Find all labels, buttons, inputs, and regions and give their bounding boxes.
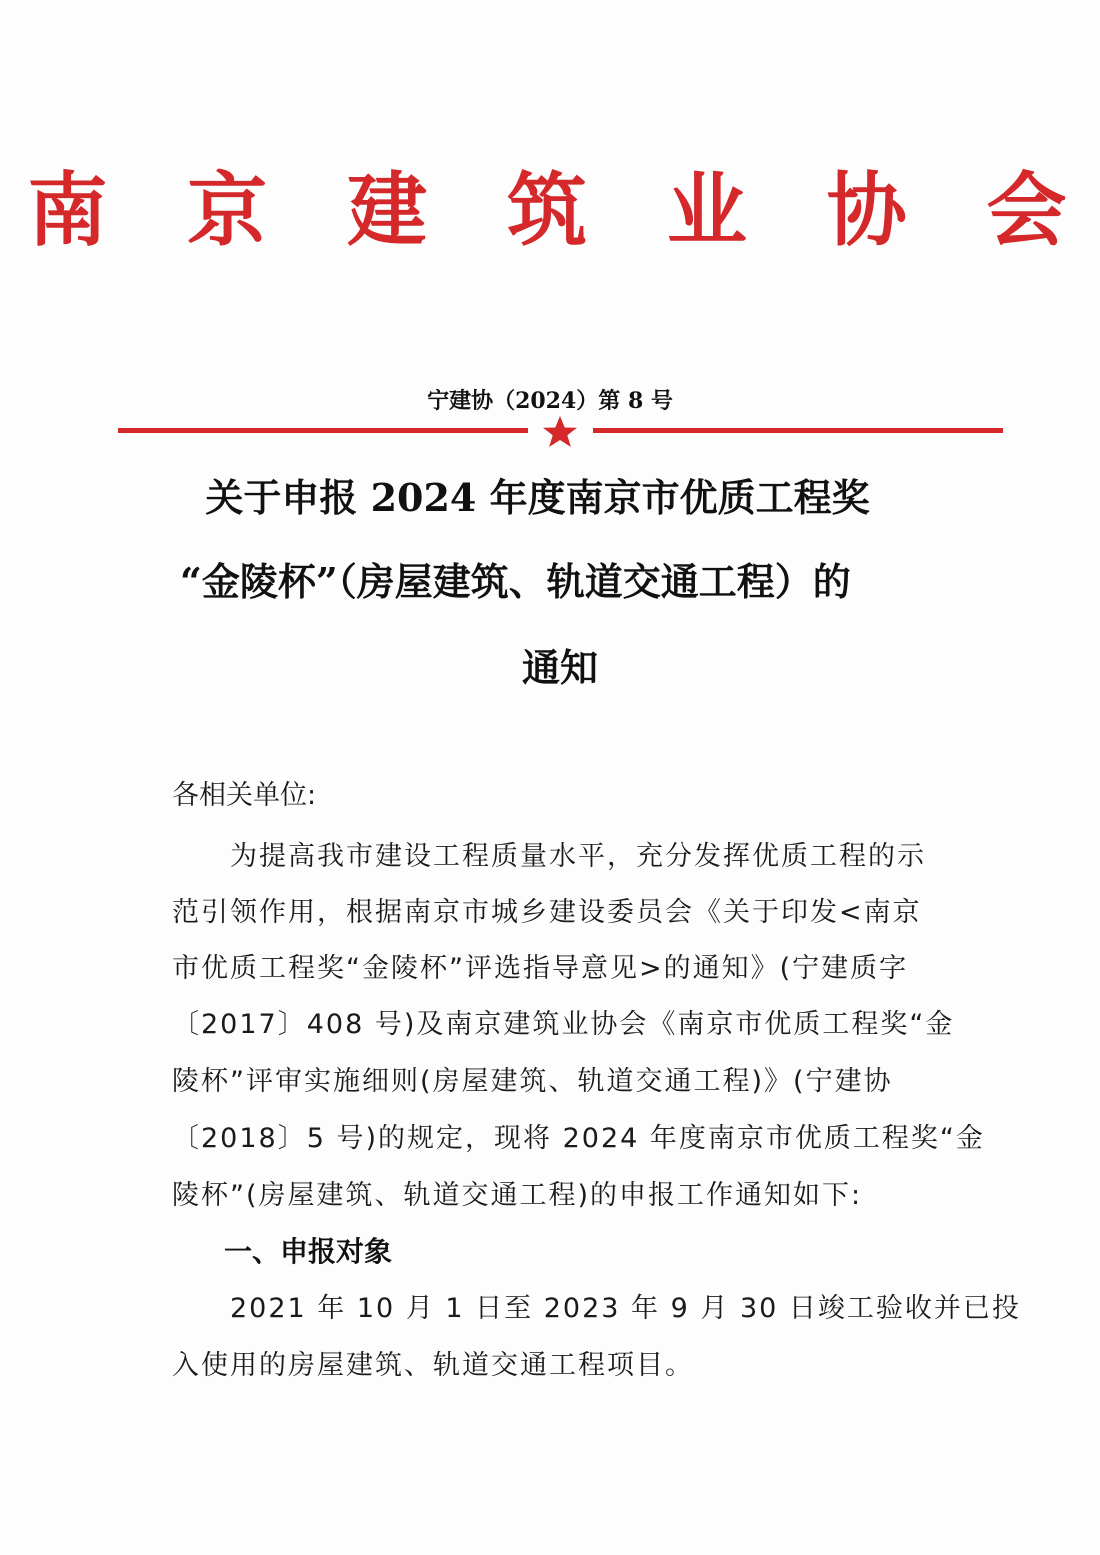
paragraph-line: 为提高我市建设工程质量水平，充分发挥优质工程的示 (172, 841, 926, 872)
org-name-header: 南 京 建 筑 业 协 会 (27, 163, 1093, 257)
notice-title-line-2: “金陵杯”（房屋建筑、轨道交通工程）的 (180, 559, 851, 604)
red-star-icon (540, 414, 580, 450)
salutation: 各相关单位: (172, 780, 317, 811)
paragraph-line: 范引领作用，根据南京市城乡建设委员会《关于印发<南京 (172, 897, 922, 928)
document-number: 宁建协（2024）第 8 号 (427, 388, 673, 414)
notice-title-line-1: 关于申报 2024 年度南京市优质工程奖 (205, 475, 870, 520)
paragraph-line: 〔2017〕408 号)及南京建筑业协会《南京市优质工程奖“金 (172, 1009, 955, 1040)
section-heading: 一、申报对象 (224, 1235, 393, 1268)
paragraph-line: 2021 年 10 月 1 日至 2023 年 9 月 30 日竣工验收并已投 (172, 1293, 1021, 1324)
notice-title-line-3: 通知 (521, 645, 598, 690)
paragraph-line: 陵杯”评审实施细则(房屋建筑、轨道交通工程)》(宁建协 (172, 1066, 893, 1097)
paragraph-line: 陵杯”(房屋建筑、轨道交通工程)的申报工作通知如下: (172, 1180, 863, 1211)
paragraph-line: 市优质工程奖“金陵杯”评选指导意见>的通知》(宁建质字 (172, 953, 909, 984)
paragraph-line: 〔2018〕5 号)的规定，现将 2024 年度南京市优质工程奖“金 (172, 1123, 985, 1154)
red-rule-right (593, 428, 1003, 433)
red-rule-left (118, 428, 528, 433)
paragraph-line: 入使用的房屋建筑、轨道交通工程项目。 (172, 1350, 694, 1381)
